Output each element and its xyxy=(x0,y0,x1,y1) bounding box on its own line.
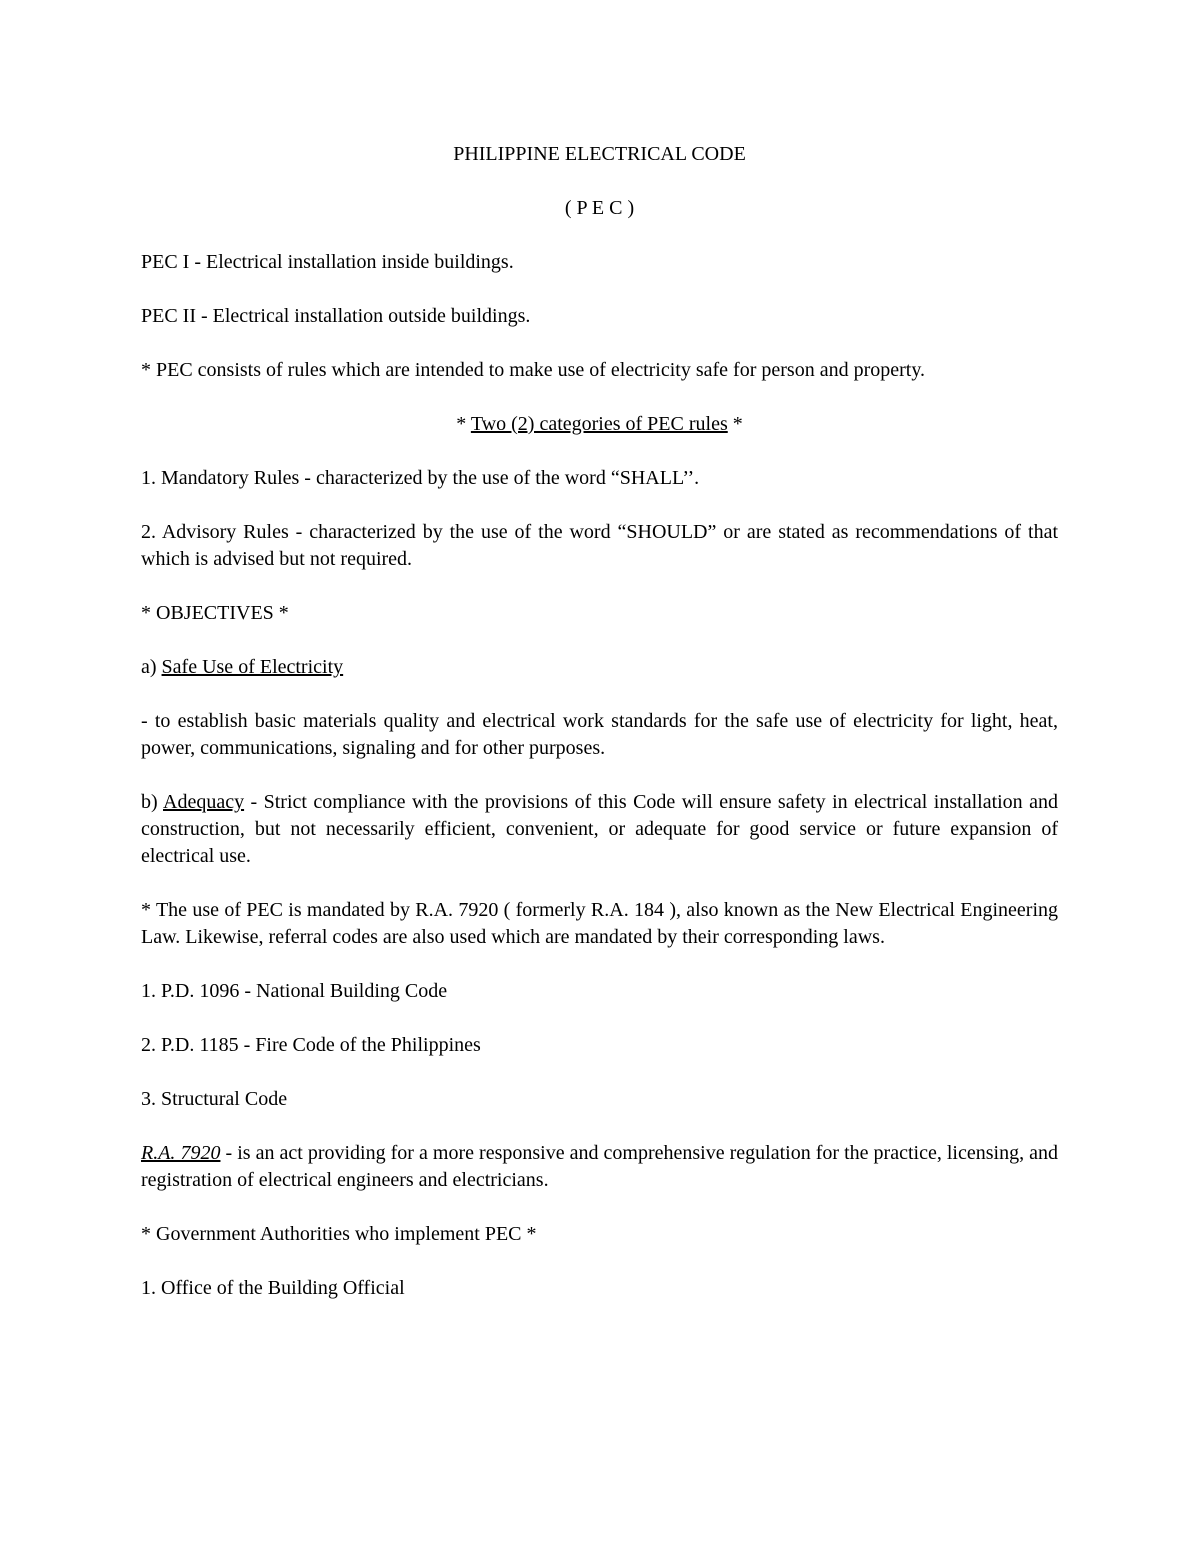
categories-heading-text: Two (2) categories of PEC rules xyxy=(470,413,728,435)
authorities-heading: * Government Authorities who implement PEC * xyxy=(141,1223,537,1245)
objective-a-description: - to establish basic materials quality and electrical work standards for the safe use of electricity for light, heat, power, communications, signaling and for other purposes. xyxy=(141,710,1058,759)
ra-7920-description: - is an act providing for a more responsive and comprehensive regulation for the practice, licensing, and registration of electrical engineers and electricians. xyxy=(141,1142,1058,1191)
referral-code-2: 2. P.D. 1185 - Fire Code of the Philippines xyxy=(141,1034,481,1056)
objective-a-heading xyxy=(141,654,1058,681)
objectives-heading: * OBJECTIVES * xyxy=(141,602,289,624)
objective-a-prefix: a) xyxy=(141,656,162,678)
document-subtitle: ( P E C ) xyxy=(564,197,635,219)
categories-heading xyxy=(141,411,1058,438)
mandate-paragraph: * The use of PEC is mandated by R.A. 7920 ( formerly R.A. 184 ), also known as the New Electrical Engineering Law. Likewise, referral codes are also used which are mandated by their corresponding laws. xyxy=(141,899,1058,948)
authority-1: 1. Office of the Building Official xyxy=(141,1277,405,1299)
document-page xyxy=(141,141,1058,1329)
advisory-rules-item: 2. Advisory Rules - characterized by the use of the word “SHOULD” or are stated as recommendations of that which is advised but not required. xyxy=(141,521,1058,570)
referral-code-1: 1. P.D. 1096 - National Building Code xyxy=(141,980,448,1002)
ra-7920-title: R.A. 7920 xyxy=(141,1142,221,1164)
objective-b-description: - Strict compliance with the provisions of this Code will ensure safety in electrical installation and construction, but not necessarily efficient, convenient, or adequate for good service or future expansion of electrical use. xyxy=(141,791,1058,867)
document-title: PHILIPPINE ELECTRICAL CODE xyxy=(453,143,746,165)
objective-b-paragraph xyxy=(141,789,1058,870)
objective-b-prefix: b) xyxy=(141,791,163,813)
pec-2-definition: PEC II - Electrical installation outside buildings. xyxy=(141,305,531,327)
referral-code-3: 3. Structural Code xyxy=(141,1088,288,1110)
categories-heading-prefix: * xyxy=(456,413,471,435)
pec-1-definition: PEC I - Electrical installation inside buildings. xyxy=(141,251,514,273)
mandatory-rules-item: 1. Mandatory Rules - characterized by the use of the word “SHALL’’. xyxy=(141,467,700,489)
pec-intro-paragraph: * PEC consists of rules which are intended to make use of electricity safe for person and property. xyxy=(141,359,926,381)
objective-b-title: Adequacy xyxy=(163,791,245,813)
objective-a-title: Safe Use of Electricity xyxy=(161,656,344,678)
ra-7920-paragraph xyxy=(141,1140,1058,1194)
categories-heading-suffix: * xyxy=(727,413,743,435)
